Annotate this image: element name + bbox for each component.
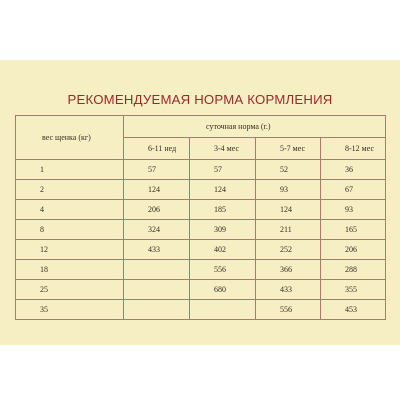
table-row bbox=[16, 220, 386, 240]
table-row bbox=[16, 200, 386, 220]
norm-cell: 52 bbox=[256, 160, 321, 180]
norm-cell: 124 bbox=[190, 180, 256, 200]
feeding-norm-table bbox=[15, 115, 386, 320]
norm-cell: 433 bbox=[124, 240, 190, 260]
norm-cell bbox=[124, 300, 190, 320]
feeding-chart-panel bbox=[0, 60, 400, 345]
age-column-header: 6-11 нед bbox=[124, 138, 190, 160]
norm-cell: 93 bbox=[256, 180, 321, 200]
page-title: РЕКОМЕНДУЕМАЯ НОРМА КОРМЛЕНИЯ bbox=[67, 92, 333, 107]
table-row bbox=[16, 280, 386, 300]
table-row bbox=[16, 300, 386, 320]
weight-cell: 18 bbox=[16, 260, 124, 280]
daily-norm-header: суточная норма (г.) bbox=[124, 116, 386, 138]
norm-cell: 309 bbox=[190, 220, 256, 240]
norm-cell: 402 bbox=[190, 240, 256, 260]
norm-cell: 556 bbox=[190, 260, 256, 280]
norm-cell: 67 bbox=[321, 180, 386, 200]
weight-cell: 35 bbox=[16, 300, 124, 320]
norm-cell: 57 bbox=[190, 160, 256, 180]
norm-cell: 93 bbox=[321, 200, 386, 220]
norm-cell: 680 bbox=[190, 280, 256, 300]
weight-cell: 12 bbox=[16, 240, 124, 260]
norm-cell: 185 bbox=[190, 200, 256, 220]
norm-cell: 206 bbox=[321, 240, 386, 260]
weight-cell: 2 bbox=[16, 180, 124, 200]
norm-cell: 36 bbox=[321, 160, 386, 180]
norm-cell: 355 bbox=[321, 280, 386, 300]
norm-cell: 57 bbox=[124, 160, 190, 180]
norm-cell: 366 bbox=[256, 260, 321, 280]
weight-column-header: вес щенка (кг) bbox=[16, 116, 124, 160]
weight-cell: 8 bbox=[16, 220, 124, 240]
table-row bbox=[16, 240, 386, 260]
norm-cell: 206 bbox=[124, 200, 190, 220]
age-column-header: 5-7 мес bbox=[256, 138, 321, 160]
norm-cell: 124 bbox=[124, 180, 190, 200]
table-row bbox=[16, 180, 386, 200]
norm-cell bbox=[190, 300, 256, 320]
norm-cell: 453 bbox=[321, 300, 386, 320]
age-column-header: 3-4 мес bbox=[190, 138, 256, 160]
norm-cell: 252 bbox=[256, 240, 321, 260]
norm-cell: 433 bbox=[256, 280, 321, 300]
norm-cell: 556 bbox=[256, 300, 321, 320]
weight-cell: 1 bbox=[16, 160, 124, 180]
norm-cell: 124 bbox=[256, 200, 321, 220]
norm-cell bbox=[124, 280, 190, 300]
table-row bbox=[16, 260, 386, 280]
norm-cell: 211 bbox=[256, 220, 321, 240]
weight-cell: 25 bbox=[16, 280, 124, 300]
weight-cell: 4 bbox=[16, 200, 124, 220]
norm-cell: 165 bbox=[321, 220, 386, 240]
norm-cell: 288 bbox=[321, 260, 386, 280]
norm-cell: 324 bbox=[124, 220, 190, 240]
table-row bbox=[16, 160, 386, 180]
norm-cell bbox=[124, 260, 190, 280]
header-row bbox=[16, 116, 386, 138]
age-column-header: 8-12 мес bbox=[321, 138, 386, 160]
